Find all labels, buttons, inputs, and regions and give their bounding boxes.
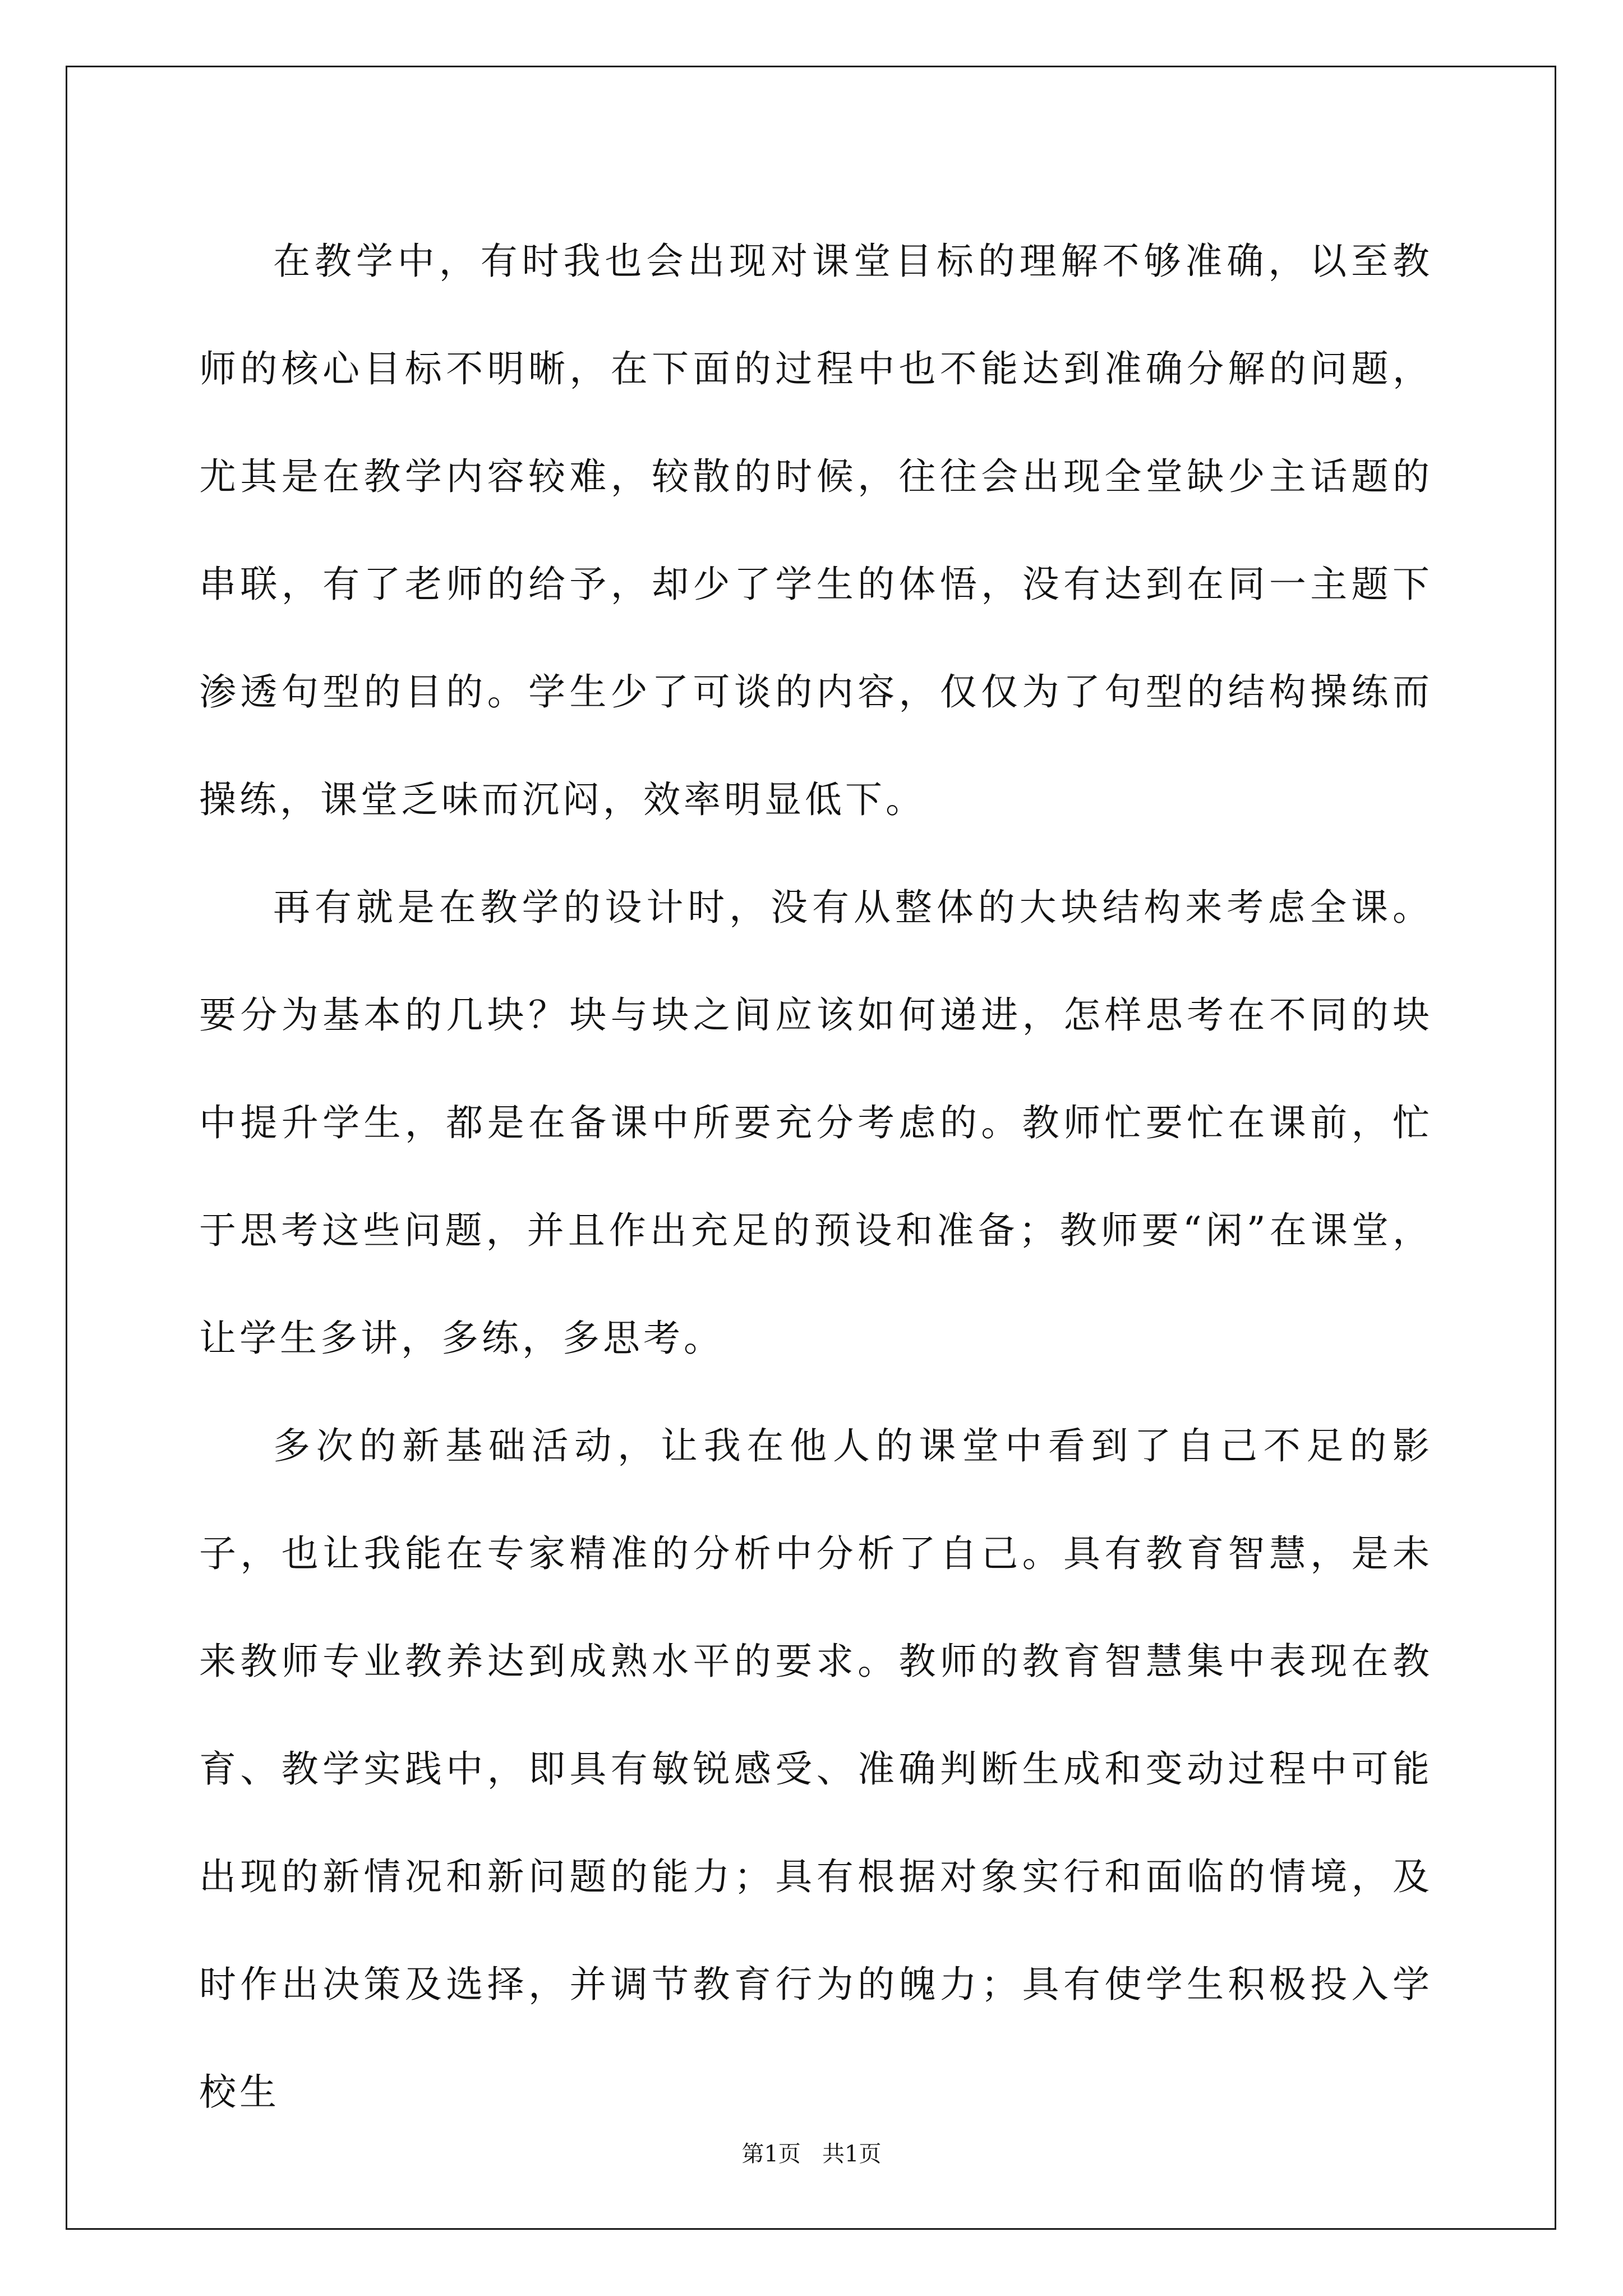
paragraph-3: 多次的新基础活动，让我在他人的课堂中看到了自己不足的影子，也让我能在专家精准的分析中分析了自己。具有教育智慧，是未来教师专业教养达到成熟水平的要求。教师的教育智慧集中表现在教育、教学实践中，即具有敏锐感受、准确判断生成和变动过程中可能出现的新情况和新问题的能力；具有根据对象实行和面临的情境，及时作出决策及选择，并调节教育行为的魄力；具有使学生积极投入学校生 (199, 1424, 1433, 2114)
paragraph-1: 在教学中，有时我也会出现对课堂目标的理解不够准确，以至教师的核心目标不明晰，在下面的过程中也不能达到准确分解的问题，尤其是在教学内容较难，较散的时候，往往会出现全堂缺少主话题的串联，有了老师的给予，却少了学生的体悟，没有达到在同一主题下渗透句型的目的。学生少了可谈的内容，仅仅为了句型的结构操练而操练，课堂乏味而沉闷，效率明显低下。 (199, 240, 1433, 821)
paragraph-2: 再有就是在教学的设计时，没有从整体的大块结构来考虑全课。要分为基本的几块？块与块之间应该如何递进，怎样思考在不同的块中提升学生，都是在备课中所要充分考虑的。教师忙要忙在课前，忙于思考这些问题，并且作出充足的预设和准备；教师要“闲”在课堂，让学生多讲，多练，多思考。 (199, 886, 1433, 1360)
page-footer: 第1页 共1页 (741, 2141, 882, 2167)
document-body (199, 208, 1433, 2146)
